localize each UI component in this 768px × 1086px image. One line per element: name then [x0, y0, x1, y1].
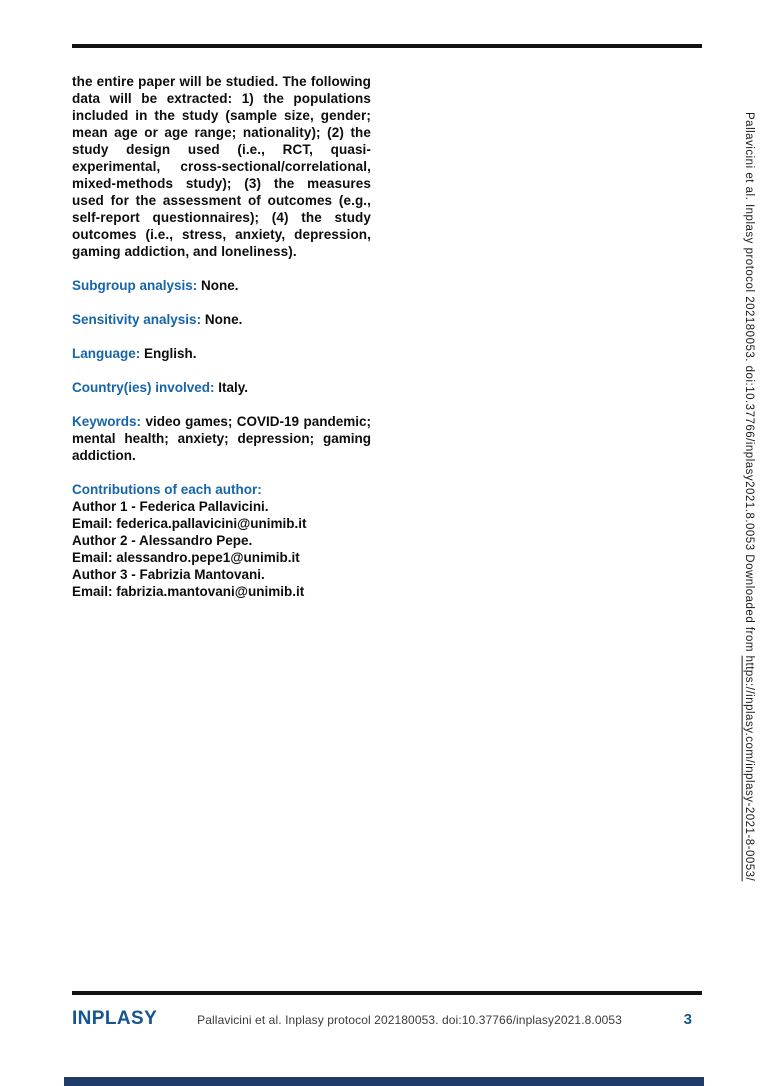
author-line: Author 1 - Federica Pallavicini. [72, 499, 269, 514]
section-label: Sensitivity analysis: [72, 312, 202, 327]
author-line: Author 3 - Fabrizia Mantovani. [72, 567, 265, 582]
section-sensitivity-analysis [72, 311, 371, 328]
section-language [72, 345, 371, 362]
page-footer [72, 1008, 702, 1030]
sidebar-citation-link[interactable]: https://inplasy.com/inplasy-2021-8-0053/ [743, 655, 755, 882]
contributions-block [72, 481, 371, 600]
email-line: Email: alessandro.pepe1@unimib.it [72, 550, 300, 565]
sidebar-citation [743, 112, 755, 881]
page-number: 3 [683, 1011, 692, 1028]
footer-divider [72, 991, 702, 995]
contributions-heading: Contributions of each author: [72, 482, 262, 497]
section-subgroup-analysis [72, 277, 371, 294]
email-line: Email: fabrizia.mantovani@unimib.it [72, 584, 305, 599]
bottom-navy-bar [64, 1077, 704, 1086]
inplasy-logo: INPLASY [72, 1008, 158, 1029]
author-line: Author 2 - Alessandro Pepe. [72, 533, 253, 548]
section-label: Country(ies) involved: [72, 380, 215, 395]
top-divider [72, 44, 702, 48]
section-value: video games; COVID-19 pandemic; mental health; anxiety; depression; gaming addiction. [72, 414, 371, 463]
section-value: English. [144, 346, 197, 361]
section-value: Italy. [218, 380, 249, 395]
article-body [72, 73, 371, 600]
section-value: None. [201, 278, 239, 293]
section-value: None. [204, 312, 243, 327]
email-line: Email: federica.pallavicini@unimib.it [72, 516, 307, 531]
section-label: Keywords: [72, 414, 142, 429]
body-paragraph: the entire paper will be studied. The following data will be extracted: 1) the populations included in the study (sample size, gender; mean age or age range; nationality); (2) the study design used (i.e., RCT, quasi-experimental, cross-sectional/correlational, mixed-methods study); (3) the measures used for the assessment of outcomes (e.g., self-report questionnaires); (4) the study outcomes (i.e., stress, anxiety, depression, gaming addiction, and loneliness). [72, 74, 371, 259]
section-countries-involved [72, 379, 371, 396]
footer-citation: Pallavicini et al. Inplasy protocol 202180053. doi:10.37766/inplasy2021.8.0053 [197, 1013, 622, 1027]
sidebar-citation-text: Pallavicini et al. Inplasy protocol 202180053. doi:10.37766/inplasy2021.8.0053 Downloaded from [743, 112, 755, 656]
section-label: Subgroup analysis: [72, 278, 198, 293]
section-keywords [72, 413, 371, 464]
section-label: Language: [72, 346, 141, 361]
